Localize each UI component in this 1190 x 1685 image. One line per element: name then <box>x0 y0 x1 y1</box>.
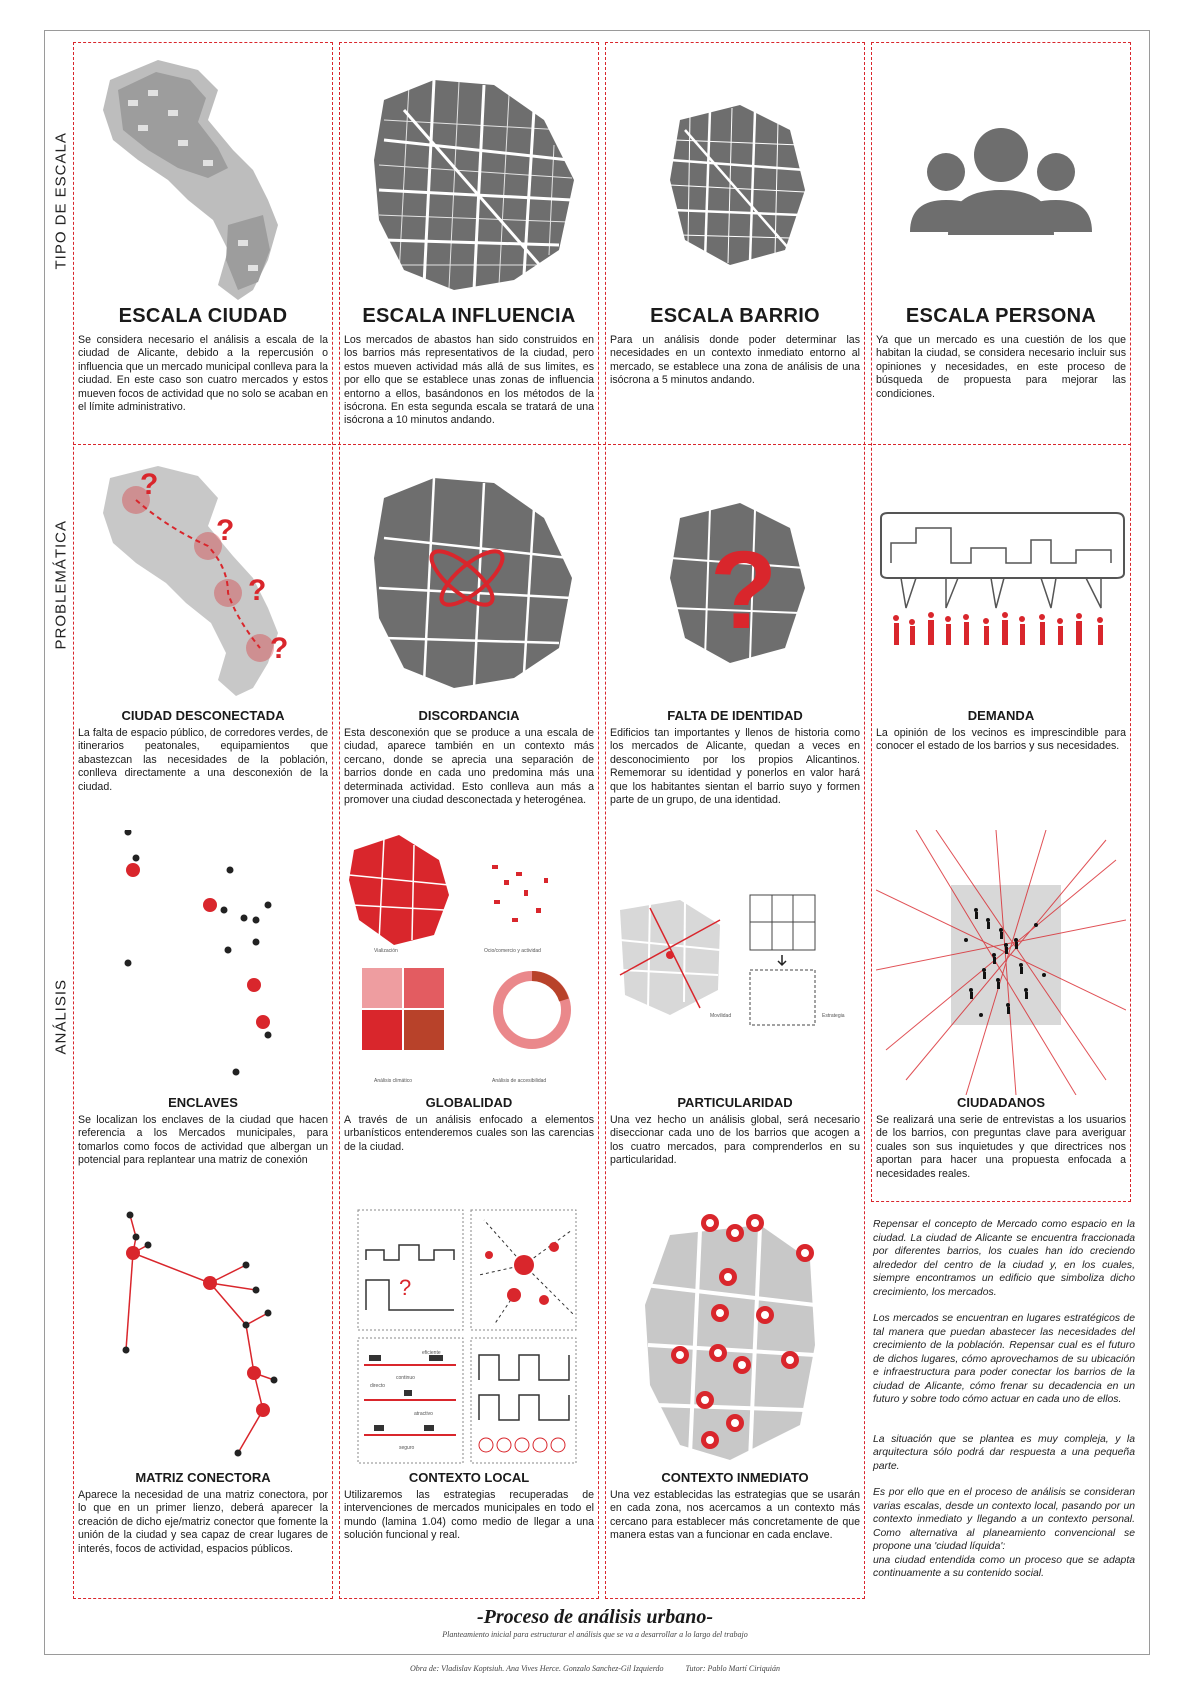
svg-text:?: ? <box>270 632 289 665</box>
scale-persona <box>876 50 1126 401</box>
analysis-globalidad-title: GLOBALIDAD <box>425 1095 513 1110</box>
scale-barrio-text: Para un análisis donde poder determinar las necesidades en un contexto inmediato entorno al mercado, se establece una zona de análisis de una isócrona a 5 minutos andando. <box>610 334 860 387</box>
side-paragraph-1: Repensar el concepto de Mercado como espacio en la ciudad. La ciudad de Alicante se encuentra fraccionada por diferentes barrios, los cuales han ido creciendo alrededor del centro de la ciudad y, en los cuales, siempre encontramos un edificio que simboliza dicho crecimiento, los mercados. <box>873 1219 1135 1298</box>
label-directo: directo <box>370 1383 386 1389</box>
problem-discordancia-title: DISCORDANCIA <box>418 708 520 723</box>
problem-demanda <box>876 458 1126 754</box>
label-ocio: Ocio/comercio y actividad <box>484 948 541 954</box>
row-label-analysis: ANÁLISIS <box>52 978 70 1055</box>
immediate-context-map <box>610 1205 860 1470</box>
people-group-icon <box>876 50 1126 305</box>
proposal-matriz <box>78 1205 328 1556</box>
label-climatico: Análisis climático <box>374 1078 413 1084</box>
scale-barrio-title: ESCALA BARRIO <box>650 305 820 327</box>
demand-diagram <box>876 458 1126 708</box>
side-paragraph-2: Los mercados se encuentran en lugares estratégicos de tal manera que puedan abastecer las necesidades del crecimiento de la población. Repensar cual es el futuro de dichos lugares, cómo aprovechamos de su ubicación e infraestructura para poder conectar los barrios de la ciudad de Alicante, cómo frenar su decadencia en un futuro y sobre todo cómo actuar en cada uno de ellos. <box>873 1313 1135 1405</box>
analysis-particularidad-title: PARTICULARIDAD <box>677 1095 793 1110</box>
label-vializacion: Vialización <box>374 948 398 954</box>
side-paragraph-4: Es por ello que en el proceso de análisis se consideran varias escalas, desde un contexto local, pasando por un contexto inmediato y llegando a un contexto personal. Como alternativa al planeamiento convencional se propone una 'ciudad líquida': una ciudad entendida como un proceso que se adapta continuamente a su contenido social. <box>873 1487 1135 1579</box>
svg-text:?: ? <box>140 468 159 501</box>
credits <box>0 1664 1190 1673</box>
scale-persona-text: Ya que un mercado es una cuestión de los que habitan la ciudad, se considera necesario incluir sus opiniones y necesidades, en este proceso de búsqueda de propuesta para mejorar las condiciones. <box>876 334 1126 400</box>
problem-falta-identidad-text: Edificios tan importantes y llenos de historia como los mercados de Alicante, quedan a veces en desconocimiento por los propios Alicantinos. Rememorar su identidad y ponerlos en valor hará que los habitantes sientan el barrio suyo y formen parte de un grupo, de una identidad. <box>610 727 860 807</box>
disconnected-city-map <box>78 458 328 708</box>
proposal-contexto-inmediato-text: Una vez establecidas las estrategias que se usarán en cada zona, nos acercamos a un contexto más cercano para establecer más concretamente de que manera estas van a funcionar en cada enclave. <box>610 1489 860 1542</box>
globalidad-diagrams <box>344 830 594 1095</box>
label-atractivo: atractivo <box>414 1411 433 1417</box>
problem-falta-identidad <box>610 458 860 807</box>
enclaves-diagram <box>78 830 328 1095</box>
row-divider-1 <box>73 444 1131 445</box>
scale-persona-title: ESCALA PERSONA <box>905 305 1097 327</box>
problem-ciudad-desconectada-title: CIUDAD DESCONECTADA <box>121 708 285 723</box>
proposal-contexto-inmediato-title: CONTEXTO INMEDIATO <box>661 1470 809 1485</box>
svg-text:?: ? <box>248 574 267 607</box>
svg-text:?: ? <box>710 529 778 652</box>
analysis-ciudadanos <box>876 830 1126 1181</box>
problem-discordancia <box>344 458 594 807</box>
problem-discordancia-text: Esta desconexión que se produce a una escala de ciudad, aparece también en un contexto más cercano, donde se aprecia una separación de barrios donde en cada uno predomina más una determinada actividad. Esto conlleva aun más a promover una ciudad desconectada y heterogénea. <box>344 727 594 807</box>
label-seguro: seguro <box>399 1445 415 1451</box>
identity-map <box>610 458 860 708</box>
matrix-diagram <box>78 1205 328 1470</box>
proposal-contexto-local-text: Utilizaremos las estrategias recuperadas de intervenciones de mercados municipales en todo el mundo (lamina 1.04) como medio de llegar a una solución funcional y real. <box>344 1489 594 1542</box>
scale-barrio <box>610 50 860 388</box>
scale-influencia-text: Los mercados de abastos han sido construidos en los barrios más representativos de la ciudad, pero estos mueven actividad más allá de sus limites, es por ello que se establece unas zonas de influencia entorno a ellos, basándonos en los métodos de la isócrona. En esta segunda escala se tratará de una isócrona a 10 minutos andando. <box>344 334 594 427</box>
problem-demanda-text: La opinión de los vecinos es imprescindible para conocer el estado de los barrios y sus necesidades. <box>876 727 1126 753</box>
proposal-contexto-local <box>344 1205 594 1543</box>
row-label-problem: PROBLEMÁTICA <box>52 519 70 650</box>
problem-demanda-title: DEMANDA <box>967 708 1035 723</box>
svg-text:?: ? <box>399 1275 412 1300</box>
analysis-particularidad-text: Una vez hecho un análisis global, será necesario diseccionar cada uno de los barrios que acogen a los cuatro mercados, para comprenderlos en su particularidad. <box>610 1114 860 1167</box>
analysis-globalidad <box>344 830 594 1154</box>
analysis-globalidad-text: A través de un análisis enfocado a elementos urbanísticos entenderemos cuales son las carencias de la ciudad. <box>344 1114 594 1153</box>
analysis-ciudadanos-title: CIUDADANOS <box>956 1095 1046 1110</box>
credits-work: Obra de: Vladislav Koptsiuh. Ana Vives Herce. Gonzalo Sanchez-Gil Izquierdo <box>410 1664 664 1673</box>
discordance-map <box>344 458 594 708</box>
analysis-enclaves-text: Se localizan los enclaves de la ciudad que hacen referencia a los Mercados municipales, para tomarlos como focos de actividad que albergan un potencial para replantear una matriz de conexión <box>78 1114 328 1167</box>
svg-text:?: ? <box>216 514 235 547</box>
side-paragraph-3: La situación que se plantea es muy compleja, y la arquitectura sólo podrá dar respuesta a una pequeña parte. <box>873 1433 1135 1472</box>
page-title: -Proceso de análisis urbano- <box>476 1606 714 1628</box>
problem-falta-identidad-title: FALTA DE IDENTIDAD <box>667 708 803 723</box>
proposal-contexto-inmediato <box>610 1205 860 1543</box>
credits-tutor: Tutor: Pablo Martí Ciriquián <box>685 1664 780 1673</box>
neighbourhood-map <box>610 50 860 305</box>
label-movilidad: Movilidad <box>710 1013 732 1019</box>
analysis-enclaves <box>78 830 328 1168</box>
page-subtitle: Planteamiento inicial para estructurar el análisis que se va a desarrollar a lo largo del trabajo <box>442 1630 748 1639</box>
scale-ciudad-title: ESCALA CIUDAD <box>118 305 288 327</box>
city-map <box>78 50 328 305</box>
problem-ciudad-desconectada-text: La falta de espacio público, de corredores verdes, de itinerarios peatonales, equipamientos que abastezcan las necesidades de la población, conlleva directamente a una desconexión de la ciudad. <box>78 727 328 793</box>
particularidad-diagrams <box>610 830 860 1095</box>
analysis-enclaves-title: ENCLAVES <box>168 1095 238 1110</box>
label-accesibilidad: Análisis de accesibilidad <box>492 1078 547 1084</box>
local-context-diagrams <box>344 1205 594 1470</box>
label-continuo: continuo <box>396 1375 415 1381</box>
scale-ciudad-text: Se considera necesario el análisis a escala de la ciudad de Alicante, debido a la repercusión o influencia que un mercado municipal conlleva para la ciudad. En este caso son cuatro mercados y estos mueven focos de actividad que no solo se acaban en el límite administrativo. <box>78 334 328 414</box>
analysis-ciudadanos-text: Se realizará una serie de entrevistas a los usuarios de los barrios, con preguntas clave para averiguar cuales son sus inquietudes y que directrices nos aportan para hacer una propuesta enfocada a necesidades reales. <box>876 1114 1126 1180</box>
label-eficiente: eficiente <box>422 1350 441 1356</box>
problem-ciudad-desconectada <box>78 458 328 794</box>
label-estrategia: Estrategia <box>822 1013 845 1019</box>
scale-ciudad <box>78 50 328 414</box>
analysis-particularidad <box>610 830 860 1168</box>
proposal-contexto-local-title: CONTEXTO LOCAL <box>408 1470 530 1485</box>
citizens-diagram <box>876 830 1126 1095</box>
row-label-scale: TIPO DE ESCALA <box>52 132 70 270</box>
side-text <box>873 1218 1135 1594</box>
influence-map <box>344 50 594 305</box>
proposal-matriz-text: Aparece la necesidad de una matriz conectora, por lo que en un primer lienzo, deberá aparecer la creación de dicho eje/matriz conector que fomente la unión de la ciudad y sea capaz de crear lugares de interés, focos de actividad, espacios públicos. <box>78 1489 328 1555</box>
scale-influencia <box>344 50 594 428</box>
proposal-matriz-title: MATRIZ CONECTORA <box>135 1470 271 1485</box>
scale-influencia-title: ESCALA INFLUENCIA <box>362 305 576 327</box>
